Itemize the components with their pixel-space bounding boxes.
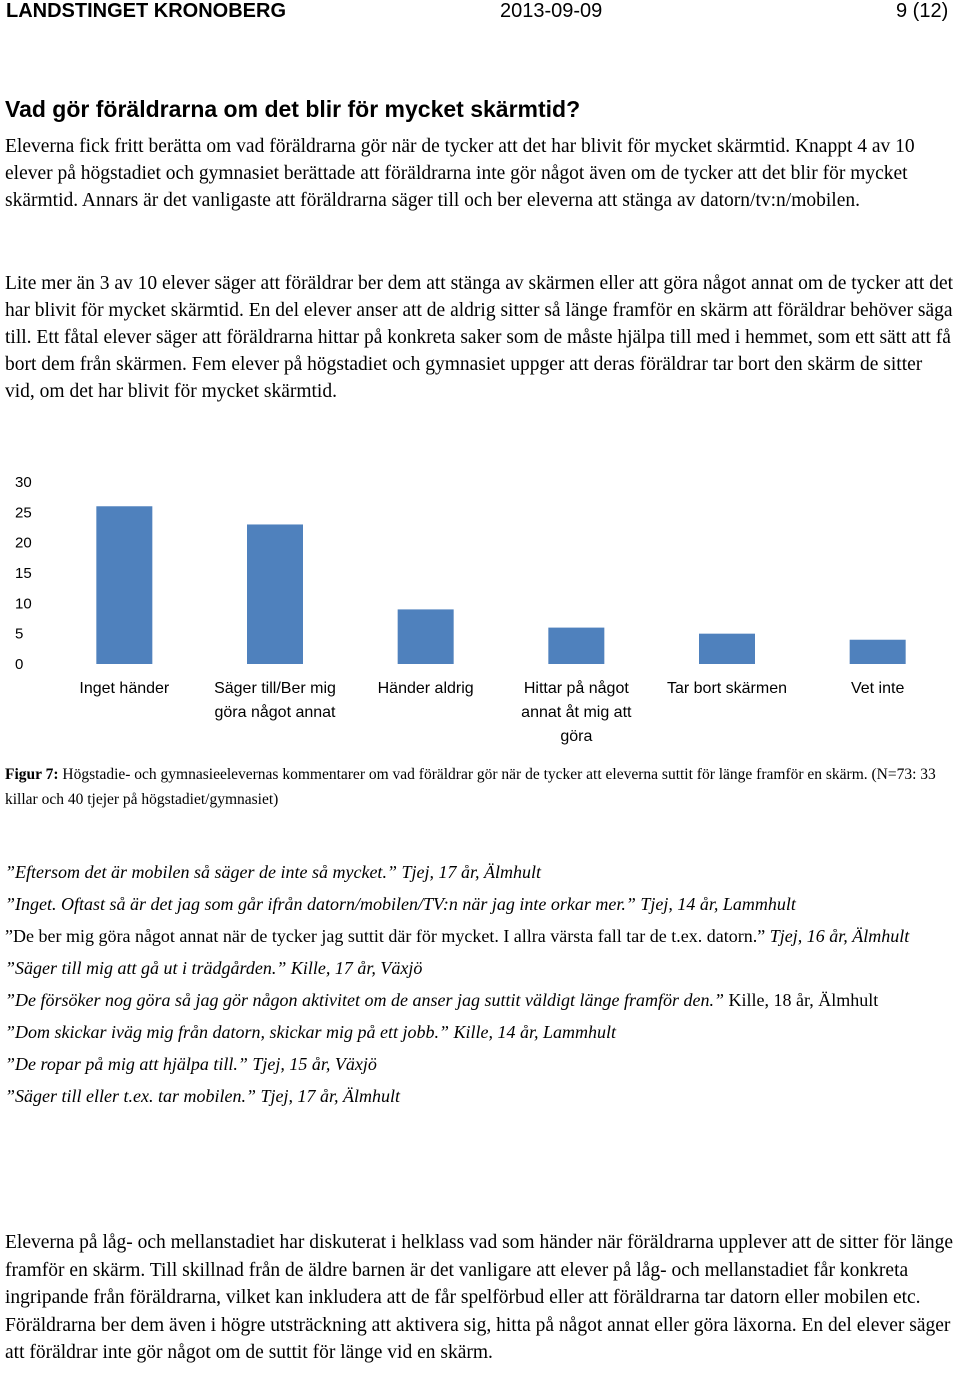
- caption-text: Högstadie- och gymnasieelevernas kommentarer om vad föräldrar gör när de tycker att eleverna suttit för länge framför en skärm. (N=73: 33 killar och 40 tjejer på högstadiet/gymnasiet): [5, 766, 936, 808]
- quote-source: Tjej, 17 år, Älmhult: [396, 862, 541, 882]
- bar-chart: [0, 466, 960, 756]
- y-tick-label: 20: [15, 534, 32, 552]
- quote-text: ”De ropar på mig att hjälpa till.”: [5, 1054, 248, 1074]
- quote-text: ”Dom skickar iväg mig från datorn, skickar mig på ett jobb.”: [5, 1022, 449, 1042]
- paragraph-2: Lite mer än 3 av 10 elever säger att föräldrar ber dem att stänga av skärmen eller att göra något annat om de tycker att det har blivit för mycket skärmtid. En del elever anser att de aldrig sitter så länge framför en skärm att föräldrar behöver säga till. Ett fåtal elever säger att föräldrarna hittar på konkreta saker som de måste hjälpa till med i hemmet, som ett sätt att få bort dem från skärmen. Fem elever på högstadiet och gymnasiet uppger att deras föräldrar tar bort den skärm de sitter vid, om det har blivit för mycket skärmtid.: [5, 273, 954, 402]
- quote-text: ”De ber mig göra något annat när de tycker jag suttit där för mycket. I allra värsta fall tar de t.ex. datorn.”: [5, 926, 766, 946]
- x-tick-label: Vet inte: [850, 680, 905, 697]
- bar-chart-plot: [0, 466, 960, 756]
- x-tick-label: Inget händer: [79, 680, 170, 697]
- quote-item: [5, 1020, 955, 1045]
- quote-source: Tjej, 14 år, Lammhult: [635, 894, 796, 914]
- quote-item: [5, 860, 955, 885]
- quote-item: [5, 1052, 955, 1077]
- y-tick-label: 0: [15, 656, 24, 673]
- paragraph-3: Eleverna på låg- och mellanstadiet har diskuterat i helklass vad som händer när föräldrarna upplever att de sitter för länge framför en skärm. Till skillnad från de äldre barnen är det vanligare att elever på låg- och mellanstadiet får konkreta ingripande från föräldrarna, vilket kan inkludera att de får spelförbud eller att föräldrarna tar datorn eller mobilen etc. Föräldrarna ber dem även i högre utsträckning att aktivera sig, hitta på något annat eller göra läxorna. En del elever säger att föräldrar inte gör något om de suttit för länge vid en skärm.: [5, 1232, 954, 1363]
- x-tick-label: Händer aldrig: [377, 680, 474, 697]
- quote-text: ”Inget. Oftast så är det jag som går ifrån datorn/mobilen/TV:n när jag inte orkar mer.”: [5, 894, 636, 914]
- header-date: 2013-09-09: [500, 0, 603, 22]
- bar: [548, 628, 604, 664]
- quote-source: Kille, 14 år, Lammhult: [448, 1022, 617, 1042]
- quote-item: [5, 956, 955, 981]
- y-tick-label: 15: [15, 565, 32, 582]
- header-organization: LANDSTINGET KRONOBERG: [6, 0, 286, 22]
- quote-source: Tjej, 17 år, Älmhult: [255, 1086, 400, 1106]
- quote-text: ”De försöker nog göra så jag gör någon aktivitet om de anser jag suttit väldigt länge framför den.”: [5, 990, 724, 1010]
- quote-source: Tjej, 15 år, Växjö: [247, 1054, 377, 1074]
- header-page-number: 9 (12): [896, 0, 949, 22]
- bar: [398, 609, 454, 664]
- x-tick-label: Tar bort skärmen: [666, 680, 788, 697]
- section-heading: Vad gör föräldrarna om det blir för mycket skärmtid?: [5, 96, 581, 122]
- y-tick-label: 30: [15, 474, 32, 491]
- quote-item: [5, 892, 955, 917]
- quote-item: [5, 1084, 955, 1109]
- x-tick-label: Säger till/Ber mig göra något annat: [214, 680, 336, 721]
- bar: [699, 634, 755, 664]
- figure-caption: [5, 762, 955, 812]
- quote-text: ”Säger till mig att gå ut i trädgården.”: [5, 958, 287, 978]
- quote-source: Kille, 17 år, Växjö: [286, 958, 423, 978]
- x-tick-label: Hittar på något annat åt mig att göra: [521, 680, 632, 745]
- quote-list: [5, 860, 955, 1116]
- paragraph-1: Eleverna fick fritt berätta om vad föräldrarna gör när de tycker att det har blivit för mycket skärmtid. Knappt 4 av 10 elever på högstadiet och gymnasiet berättade att föräldrarna inte gör något även om de tycker att det blir för mycket skärmtid. Annars är det vanligaste att föräldrarna säger till och ber eleverna att stänga av datorn/tv:n/mobilen.: [5, 136, 915, 211]
- quote-item: [5, 988, 955, 1013]
- caption-label: Figur 7:: [5, 766, 59, 783]
- bar: [850, 640, 906, 664]
- bar: [247, 524, 303, 664]
- y-tick-label: 10: [15, 595, 32, 613]
- quote-text: ”Eftersom det är mobilen så säger de inte så mycket.”: [5, 862, 397, 882]
- quote-source: Kille, 18 år, Älmhult: [723, 990, 879, 1010]
- y-tick-label: 25: [15, 504, 32, 522]
- quote-source: Tjej, 16 år, Älmhult: [765, 926, 910, 946]
- y-tick-label: 5: [15, 625, 24, 643]
- quote-text: ”Säger till eller t.ex. tar mobilen.”: [5, 1086, 256, 1106]
- bar: [96, 506, 152, 664]
- quote-item: [5, 924, 955, 949]
- page-header: [0, 0, 960, 26]
